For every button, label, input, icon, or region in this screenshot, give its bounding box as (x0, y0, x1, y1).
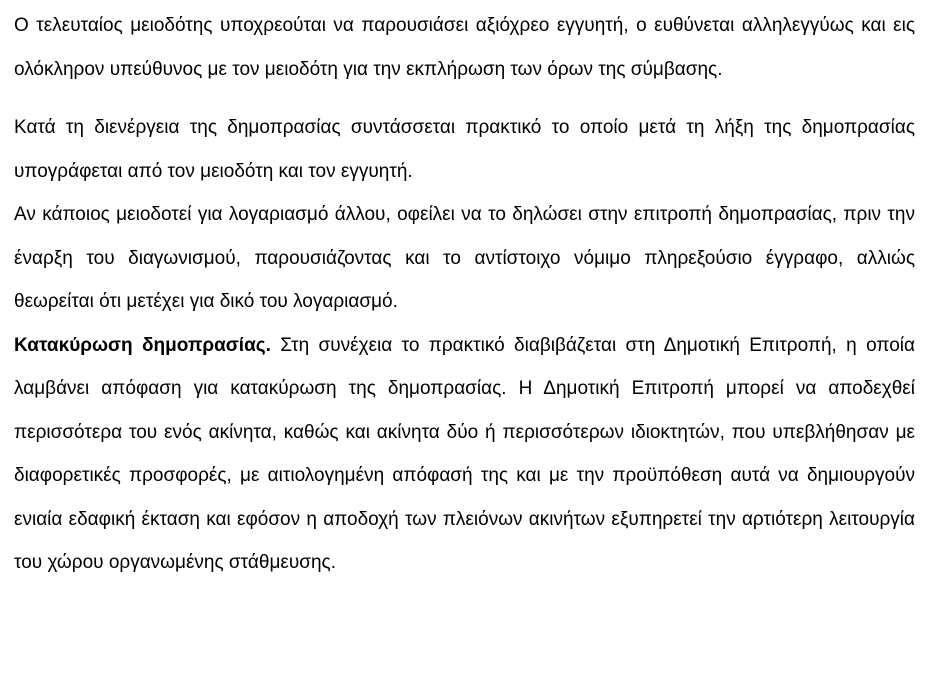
paragraph-award (14, 324, 915, 585)
paragraph-minutes: Κατά τη διενέργεια της δημοπρασίας συντάσσεται πρακτικό το οποίο μετά τη λήξη της δημοπρασίας υπογράφεται από τον μειοδότη και τον εγγυητή. (14, 117, 915, 182)
award-text: Στη συνέχεια το πρακτικό διαβιβάζεται στη Δημοτική Επιτροπή, η οποία λαμβάνει απόφαση για κατακύρωση της δημοπρασίας. Η Δημοτική Επιτροπή μπορεί να αποδεχθεί περισσότερα του ενός ακίνητα, καθώς και ακίνητα δύο ή περισσότερων ιδιοκτητών, που υπεβλήθησαν με διαφορετικές προσφορές, με αιτιολογημένη απόφασή της και με την προϋπόθεση αυτά να δημιουργούν ενιαία εδαφική έκταση και εφόσον η αποδοχή των πλειόνων ακινήτων εξυπηρετεί την αρτιότερη λειτουργία του χώρου οργανωμένης στάθμευσης. (14, 334, 915, 573)
document-page (14, 0, 915, 585)
paragraph-guarantor: Ο τελευταίος μειοδότης υποχρεούται να παρουσιάσει αξιόχρεο εγγυητή, ο ευθύνεται αλληλεγγύως και εις ολόκληρον υπεύθυνος με τον μειοδότη για την εκπλήρωση των όρων της σύμβασης. (14, 15, 915, 80)
paragraph-gap (14, 91, 915, 106)
paragraph-proxy-bidder: Αν κάποιος μειοδοτεί για λογαριασμό άλλου, οφείλει να το δηλώσει στην επιτροπή δημοπρασίας, πριν την έναρξη του διαγωνισμού, παρουσιάζοντας και το αντίστοιχο νόμιμο πληρεξούσιο έγγραφο, αλλιώς θεωρείται ότι μετέχει για δικό του λογαριασμό. (14, 204, 915, 312)
award-heading: Κατακύρωση δημοπρασίας. (14, 334, 271, 356)
